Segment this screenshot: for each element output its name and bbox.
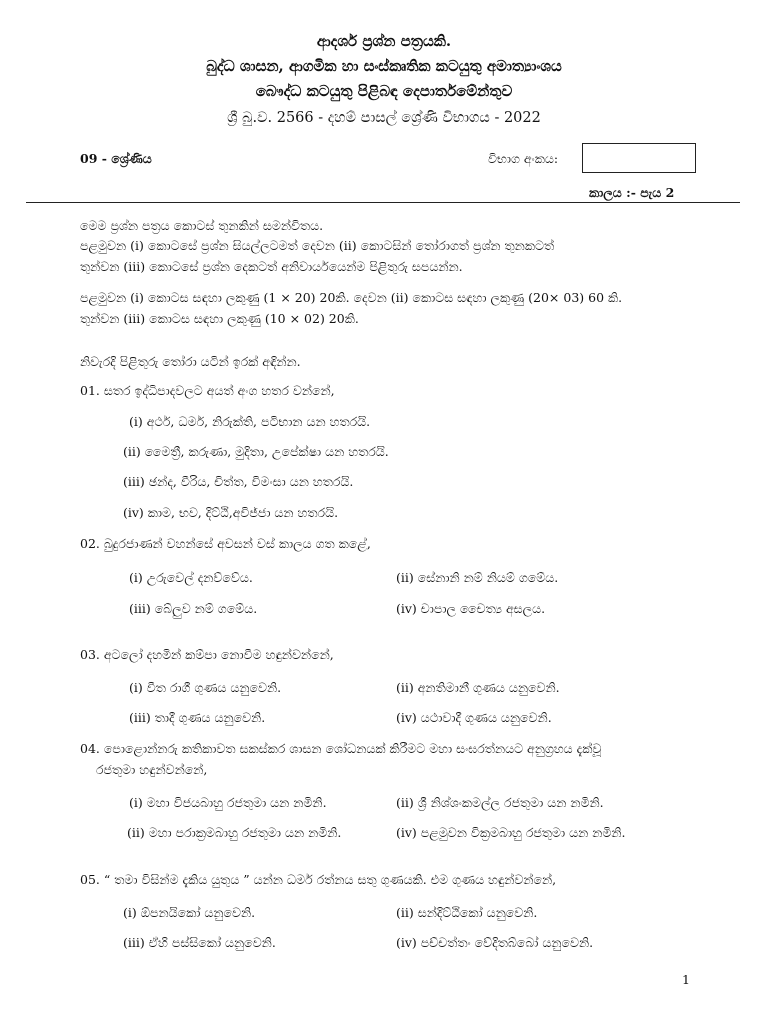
question-4-option[interactable]: (ii) මහා පරාක්‍රමබාහු රජතුමා යන නමිනි.: [127, 825, 342, 840]
question-5-option[interactable]: (ii) සන්දිට්ඨිකෝ යනුවෙනි.: [396, 905, 538, 920]
instruction-line: පළමුවන (i) කොටසේ ප්‍රශ්න සියල්ලටමත් දෙවන (ii) කොටසින් තෝරාගත් ප්‍රශ්න තුනකටත්: [80, 238, 555, 253]
question-2-option[interactable]: (ii) සේනානි නම් නියම් ගමේය.: [396, 570, 559, 585]
marks-line: තුන්වන (iii) කොටස සඳහා ලකුණු (10 × 02) 20කි.: [80, 311, 359, 326]
question-2-option[interactable]: (i) උරුවෙල් දනව්වේය.: [129, 570, 253, 585]
time-allowed: කාලය :- පැය 2: [589, 185, 675, 200]
question-5-option[interactable]: (iv) පච්චත්තං වේදිතබ්බෝ යනුවෙනි.: [396, 935, 594, 950]
question-3-option[interactable]: (i) වීත රාගී ගුණය යනුවෙනි.: [129, 680, 282, 695]
instruction-line: තුන්වන (iii) කොටසේ ප්‍රශ්න දෙකටත් අනිවාර්යයෙන්ම පිළිතුරු සපයන්න.: [80, 259, 463, 274]
question-1-option[interactable]: (iv) කාම, භව, දිට්ඨි,අවිජ්ජා යන හතරයි.: [123, 505, 339, 520]
question-3-stem: 03. අටලෝ දහමින් කම්පා නොවීම හඳුන්වන්නේ,: [80, 647, 334, 662]
question-4-stem: 04. පොළොන්නරු කතිකාවත සකස්කර ශාසන ශෝධනයක් කිරීමට මහා සංඝරත්නයට අනුග්‍රහය දැක්වූ: [80, 741, 602, 756]
exam-heading: ආදර්ශ ප්‍රශ්න පත්‍රයකි.: [316, 32, 452, 50]
question-1-stem: 01. සතර ඉද්ධිපාදවලට අයත් අංග හතර වන්නේ,: [80, 383, 335, 398]
question-4-option[interactable]: (ii) ශ්‍රී නිශ්ශංකමල්ල රජතුමා යන නමිනි.: [396, 795, 604, 810]
marks-line: පළමුවන (i) කොටස සඳහා ලකුණු (1 × 20) 20කි. දෙවන (ii) කොටස සඳහා ලකුණු (20× 03) 60 කි.: [80, 290, 623, 305]
question-5-option[interactable]: (iii) ඒහි පස්සිකෝ යනුවෙනි.: [123, 935, 276, 950]
instruction-line: මෙම ප්‍රශ්න පත්‍රය කොටස් තුනකින් සමන්විතය.: [80, 218, 324, 233]
grade-label: 09 - ශ්‍රේණිය: [80, 151, 152, 166]
answer-instruction: නිවැරදි පිළිතුරු තෝරා යටින් ඉරක් අඳින්න.: [80, 354, 301, 369]
ministry-name: බුද්ධ ශාසන, ආගමික හා සංස්කෘතික කටයුතු අමාත්‍යාංශය: [206, 57, 562, 75]
question-2-option[interactable]: (iii) බේලුව නම් ගමේය.: [129, 601, 258, 616]
question-2-option[interactable]: (iv) චාපාල චෛත්‍ය අසලය.: [396, 601, 546, 616]
header-divider: [26, 202, 740, 203]
page-number: 1: [682, 972, 690, 987]
question-5-stem: 05. “ තමා විසින්ම දැකිය යුතුය ” යන්න ධර්ම රත්නය සතු ගුණයකි. එම ගුණය හඳුන්වන්නේ,: [80, 872, 557, 887]
question-2-stem: 02. බුදුරජාණන් වහන්සේ අවසන් වස් කාලය ගත කළේ,: [80, 536, 371, 551]
question-3-option[interactable]: (iv) යථාවාදී ගුණය යනුවෙනි.: [396, 710, 552, 725]
question-1-option[interactable]: (ii) මෛත්‍රී, කරුණා, මුදිතා, උපේක්ෂා යන හතරයි.: [123, 444, 389, 459]
question-5-option[interactable]: (i) ඕපනයිකෝ යනුවෙනි.: [123, 905, 256, 920]
question-1-option[interactable]: (i) අර්ථ, ධර්ම, නිරුක්ති, පටිභාන යන හතරයි.: [129, 414, 371, 429]
exam-title: ශ්‍රී බු.ව. 2566 - දහම් පාසල් ශ්‍රේණි විභාගය - 2022: [227, 110, 541, 126]
question-3-option[interactable]: (iii) තාදී ගුණය යනුවෙනි.: [129, 710, 266, 725]
question-4-option[interactable]: (i) මහා විජයබාහු රජතුමා යන නමිනි.: [129, 795, 327, 810]
index-number-box[interactable]: [582, 143, 696, 173]
index-number-label: විභාග අංකය:: [488, 151, 559, 166]
question-1-option[interactable]: (iii) ඡන්ද, වීරිය, චිත්ත, විමංසා යන හතරයි.: [123, 474, 354, 489]
question-4-stem-continued: රජතුමා හඳුන්වන්නේ,: [96, 762, 208, 777]
question-3-option[interactable]: (ii) අනතිමානී ගුණය යනුවෙනි.: [396, 680, 560, 695]
department-name: බෞද්ධ කටයුතු පිළිබඳ දෙපාර්තමේන්තුව: [255, 82, 513, 100]
question-4-option[interactable]: (iv) පළමුවන වික්‍රමබාහු රජතුමා යන නමිනි.: [396, 825, 626, 840]
